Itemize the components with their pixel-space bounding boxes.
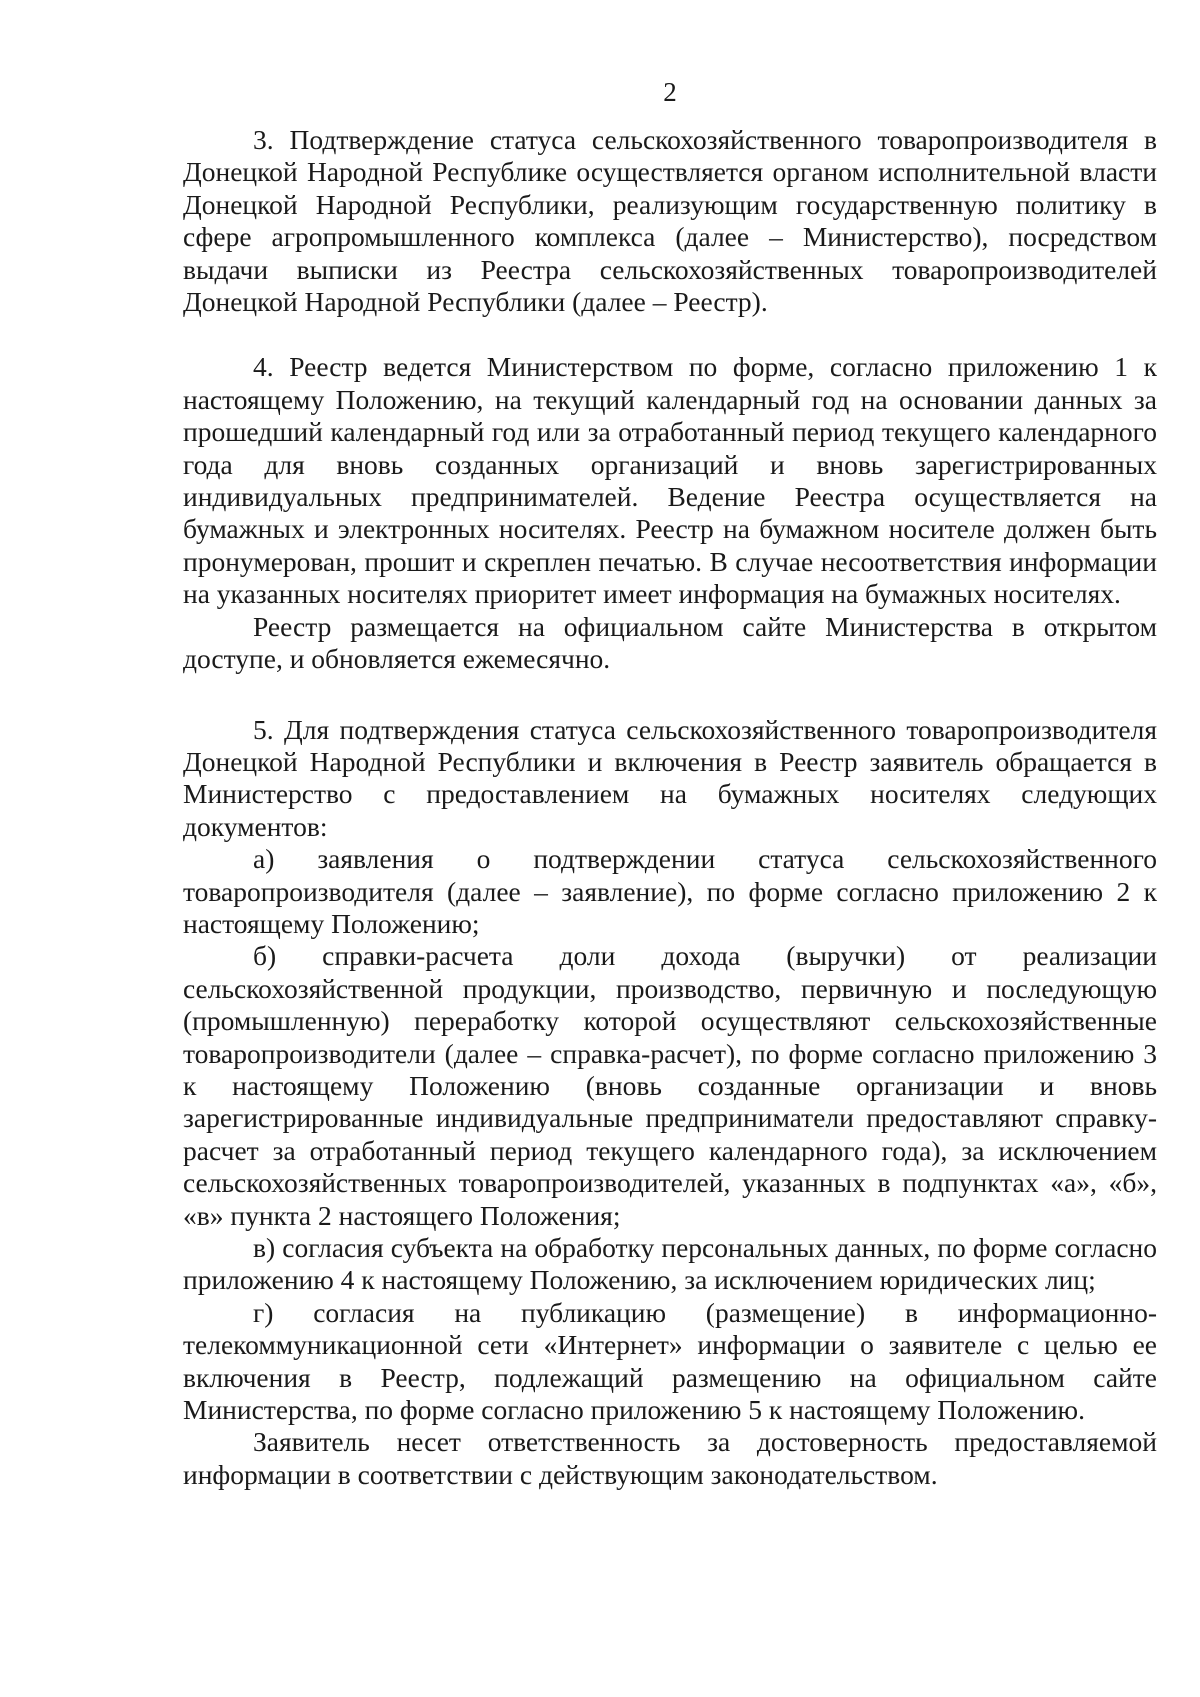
subparagraph-g: г) согласия на публикацию (размещение) в информационно-телекоммуникационной сети «Интернет» информации о заявителе с целью ее включения в Реестр, подлежащий размещению на официальном сайте Министерства, по форме согласно приложению 5 к настоящему Положению.	[183, 1296, 1157, 1426]
document-body	[183, 124, 1157, 1491]
subparagraph-b: б) справки-расчета доли дохода (выручки) от реализации сельскохозяйственной продукции, производство, первичную и последующую (промышленную) переработку которой осуществляют сельскохозяйственные товаропроизводители (далее – справка-расчет), по форме согласно приложению 3 к настоящему Положению (вновь созданные организации и вновь зарегистрированные индивидуальные предприниматели предоставляют справку-расчет за отработанный период текущего календарного года), за исключением сельскохозяйственных товаропроизводителей, указанных в подпунктах «а», «б», «в» пункта 2 настоящего Положения;	[183, 940, 1157, 1231]
paragraph-item-3: 3. Подтверждение статуса сельскохозяйственного товаропроизводителя в Донецкой Народной Республике осуществляется органом исполнительной власти Донецкой Народной Республики, реализующим государственную политику в сфере агропромышленного комплекса (далее – Министерство), посредством выдачи выписки из Реестра сельскохозяйственных товаропроизводителей Донецкой Народной Республики (далее – Реестр).	[183, 124, 1157, 318]
paragraph-registry-publication: Реестр размещается на официальном сайте Министерства в открытом доступе, и обновляется ежемесячно.	[183, 610, 1157, 675]
paragraph-item-5: 5. Для подтверждения статуса сельскохозяйственного товаропроизводителя Донецкой Народной Республики и включения в Реестр заявитель обращается в Министерство с предоставлением на бумажных носителях следующих документов:	[183, 713, 1157, 842]
page-number: 2	[663, 77, 677, 107]
subparagraph-a: а) заявления о подтверждении статуса сельскохозяйственного товаропроизводителя (далее – заявление), по форме согласно приложению 2 к настоящему Положению;	[183, 843, 1157, 939]
subparagraph-v: в) согласия субъекта на обработку персональных данных, по форме согласно приложению 4 к настоящему Положению, за исключением юридических лиц;	[183, 1232, 1157, 1296]
paragraph-item-4: 4. Реестр ведется Министерством по форме, согласно приложению 1 к настоящему Положению, на текущий календарный год на основании данных за прошедший календарный год или за отработанный период текущего календарного года для вновь созданных организаций и вновь зарегистрированных индивидуальных предпринимателей. Ведение Реестра осуществляется на бумажных и электронных носителях. Реестр на бумажном носителе должен быть пронумерован, прошит и скреплен печатью. В случае несоответствия информации на указанных носителях приоритет имеет информация на бумажных носителях.	[183, 351, 1157, 610]
paragraph-applicant-responsibility: Заявитель несет ответственность за достоверность предоставляемой информации в соответствии с действующим законодательством.	[183, 1426, 1157, 1490]
